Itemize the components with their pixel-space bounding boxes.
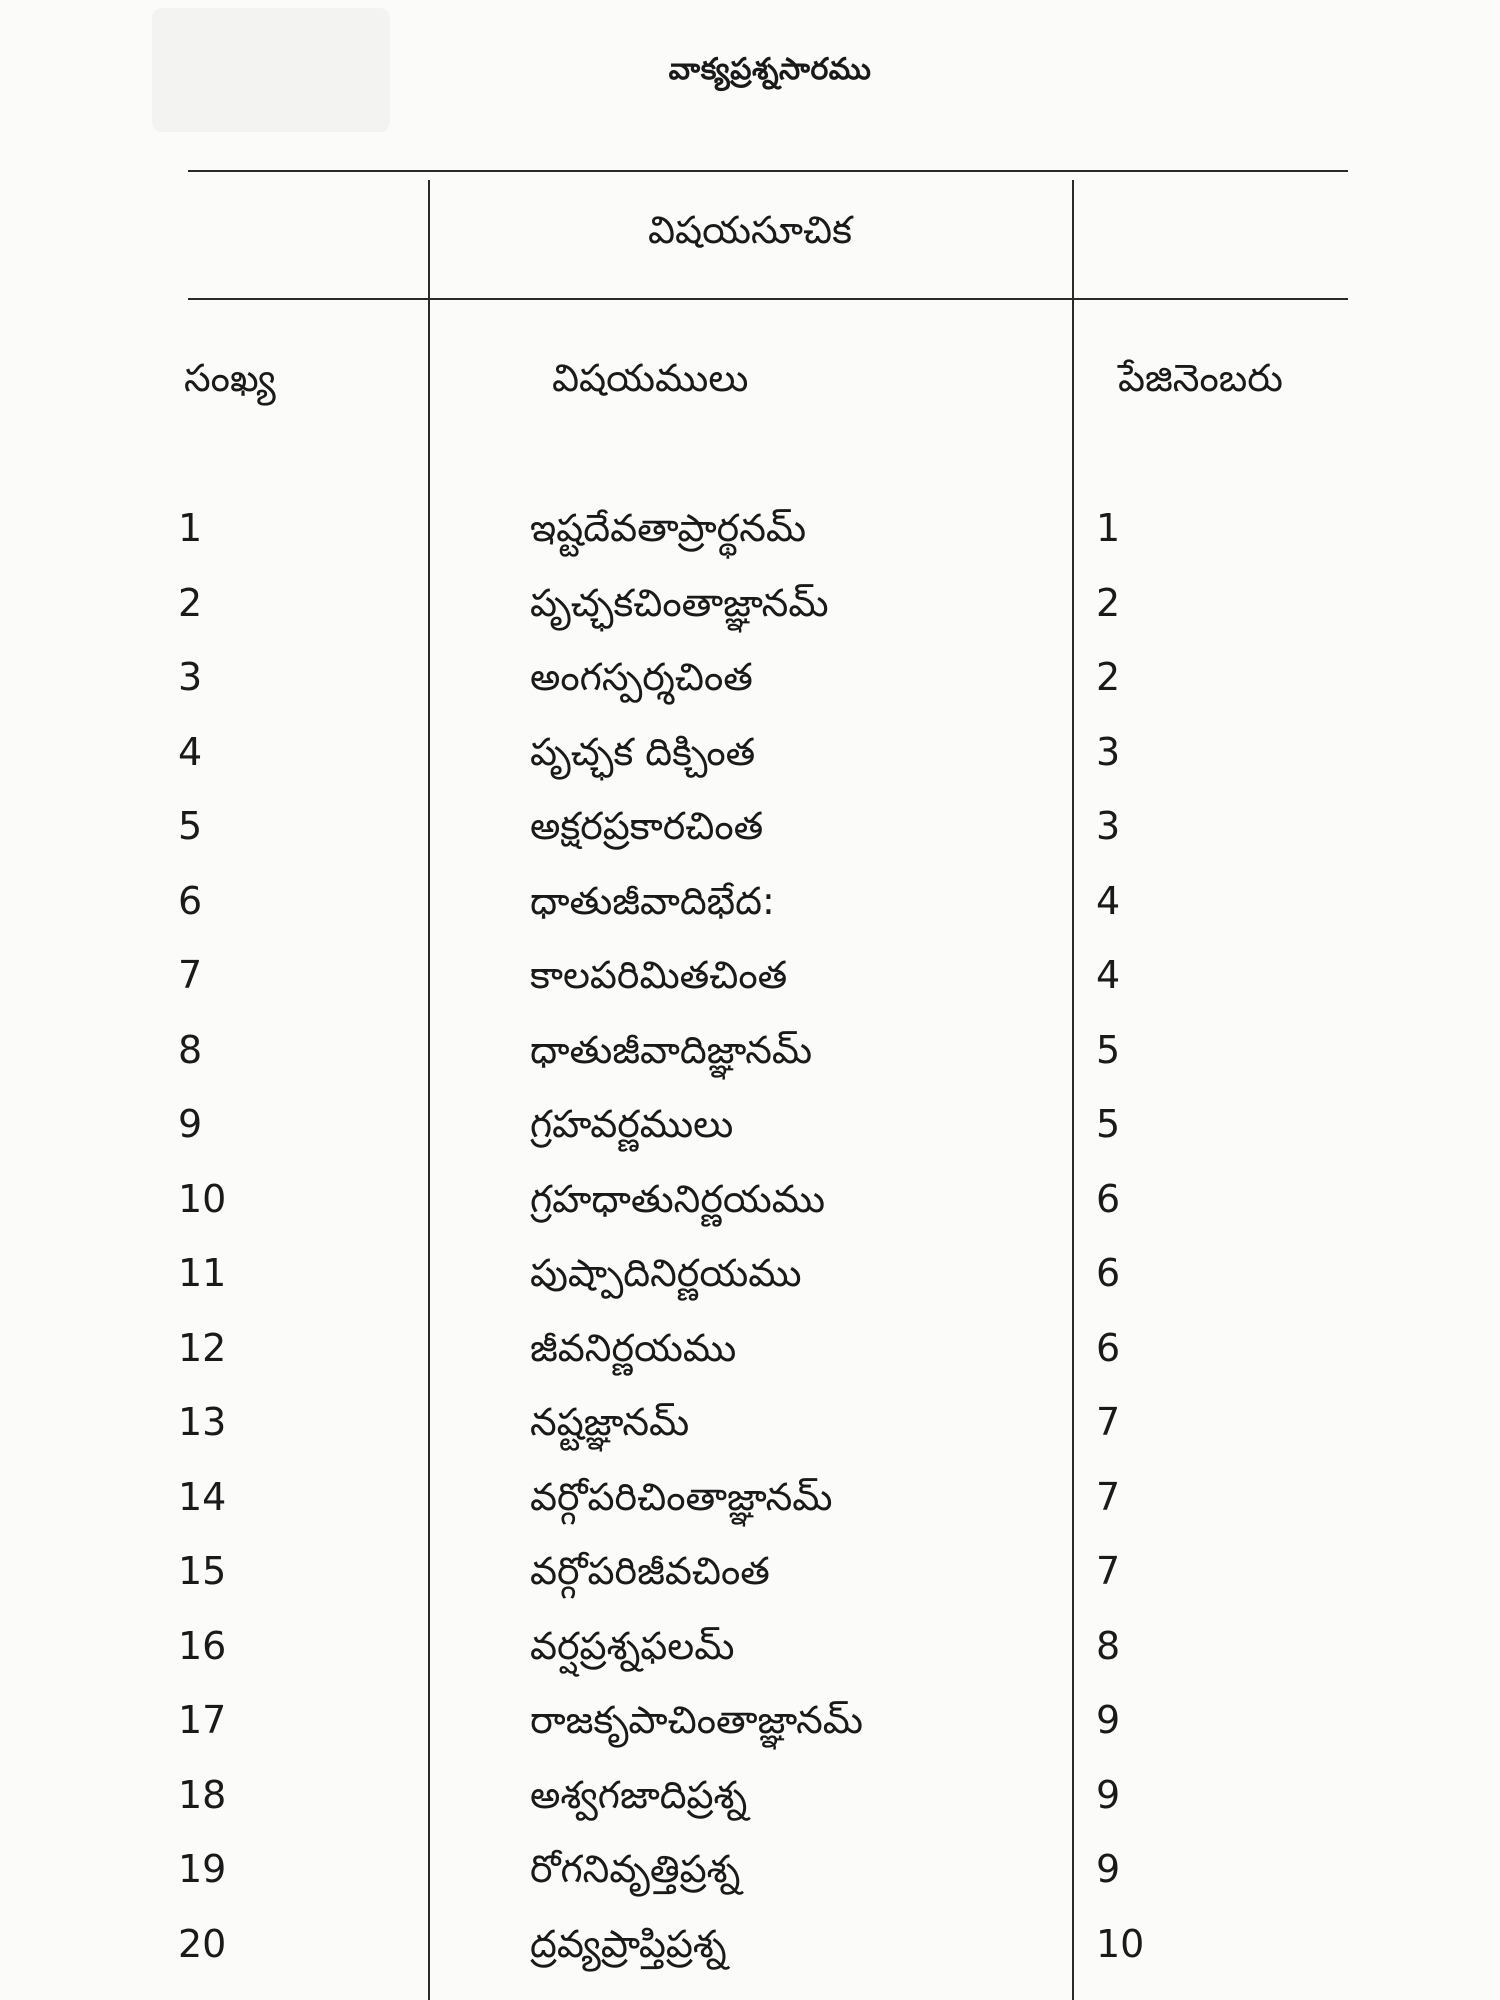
row-number: 2 [178, 580, 203, 625]
row-page-number: 3 [1096, 729, 1121, 774]
row-number: 5 [178, 804, 203, 848]
row-page-number: 6 [1096, 1176, 1121, 1221]
row-topic: ధాతుజీవాదిభేద: [530, 878, 775, 923]
row-topic: ద్రవ్యప్రాప్తిప్రశ్న [530, 1921, 727, 1966]
row-number: 11 [178, 1251, 227, 1295]
row-topic: రోగనివృత్తిప్రశ్న [530, 1847, 741, 1891]
row-number: 13 [178, 1400, 227, 1444]
top-rule [188, 170, 1348, 172]
row-topic: పృచ్ఛకచింతాజ్ఞానమ్ [530, 580, 829, 625]
row-page-number: 9 [1096, 1772, 1121, 1817]
row-page-number: 4 [1096, 953, 1121, 997]
table-row [0, 1022, 1500, 1097]
running-head: వాక్యప్రశ్నసారము [668, 52, 872, 87]
table-row [0, 1469, 1500, 1544]
row-topic: జీవనిర్ణయము [530, 1325, 737, 1370]
table-row [0, 1320, 1500, 1395]
row-topic: ధాతుజీవాదిజ్ఞానమ్ [530, 1027, 813, 1072]
row-number: 8 [178, 1027, 203, 1072]
table-row [0, 1841, 1500, 1916]
row-page-number: 2 [1096, 580, 1121, 625]
row-topic: వర్గోపరిచింతాజ్ఞానమ్ [530, 1474, 833, 1519]
row-number: 17 [178, 1698, 227, 1742]
table-row [0, 798, 1500, 873]
table-row [0, 1618, 1500, 1693]
table-row [0, 575, 1500, 650]
table-row [0, 1692, 1500, 1767]
row-topic: వర్షప్రశ్నఫలమ్ [530, 1623, 735, 1668]
row-topic: నష్టజ్ఞానమ్ [530, 1400, 690, 1444]
table-row [0, 1767, 1500, 1842]
row-topic: కాలపరిమితచింత [530, 953, 788, 997]
table-row [0, 724, 1500, 799]
row-page-number: 7 [1096, 1474, 1121, 1519]
table-row [0, 1543, 1500, 1618]
row-page-number: 7 [1096, 1549, 1121, 1593]
row-number: 19 [178, 1847, 227, 1891]
row-page-number: 9 [1096, 1847, 1121, 1891]
row-page-number: 3 [1096, 804, 1121, 848]
table-row [0, 649, 1500, 724]
column-header-page: పేజినెంబరు [1118, 356, 1283, 400]
row-page-number: 2 [1096, 655, 1121, 699]
contents-list [0, 500, 1500, 1990]
row-number: 3 [178, 655, 203, 699]
table-row [0, 947, 1500, 1022]
table-row [0, 1171, 1500, 1246]
row-topic: పుష్పాదినిర్ణయము [530, 1251, 802, 1295]
row-topic: అంగస్పర్శచింత [530, 655, 753, 699]
row-page-number: 9 [1096, 1698, 1121, 1742]
row-topic: రాజకృపాచింతాజ్ఞానమ్ [530, 1698, 863, 1742]
row-topic: గ్రహవర్ణములు [530, 1102, 734, 1146]
row-number: 20 [178, 1921, 227, 1966]
row-page-number: 5 [1096, 1102, 1121, 1146]
row-topic: గ్రహధాతునిర్ణయము [530, 1176, 826, 1221]
row-number: 18 [178, 1772, 227, 1817]
header-rule [188, 298, 1348, 300]
row-page-number: 5 [1096, 1027, 1121, 1072]
row-number: 15 [178, 1549, 227, 1593]
row-page-number: 10 [1096, 1921, 1145, 1966]
table-title: విషయసూచిక [648, 208, 852, 252]
column-header-topic: విషయములు [552, 356, 749, 400]
row-number: 10 [178, 1176, 227, 1221]
row-topic: పృచ్ఛక దిక్చింత [530, 729, 756, 774]
row-topic: వర్గోపరిజీవచింత [530, 1549, 770, 1593]
table-row [0, 1096, 1500, 1171]
row-page-number: 7 [1096, 1400, 1121, 1444]
row-topic: అశ్వగజాదిప్రశ్న [530, 1772, 748, 1817]
row-page-number: 8 [1096, 1623, 1121, 1668]
row-page-number: 6 [1096, 1251, 1121, 1295]
row-number: 6 [178, 878, 203, 923]
row-topic: అక్షరప్రకారచింత [530, 804, 764, 848]
table-row [0, 1916, 1500, 1991]
table-row [0, 873, 1500, 948]
row-number: 7 [178, 953, 203, 997]
row-number: 14 [178, 1474, 227, 1519]
table-row [0, 1245, 1500, 1320]
row-number: 9 [178, 1102, 203, 1146]
table-row [0, 1394, 1500, 1469]
row-page-number: 1 [1096, 506, 1121, 550]
row-topic: ఇష్టదేవతాప్రార్థనమ్ [530, 506, 807, 550]
row-number: 16 [178, 1623, 227, 1668]
row-page-number: 4 [1096, 878, 1121, 923]
column-header-number: సంఖ్య [184, 356, 276, 400]
table-row [0, 500, 1500, 575]
row-number: 1 [178, 506, 203, 550]
row-page-number: 6 [1096, 1325, 1121, 1370]
row-number: 12 [178, 1325, 227, 1370]
row-number: 4 [178, 729, 203, 774]
